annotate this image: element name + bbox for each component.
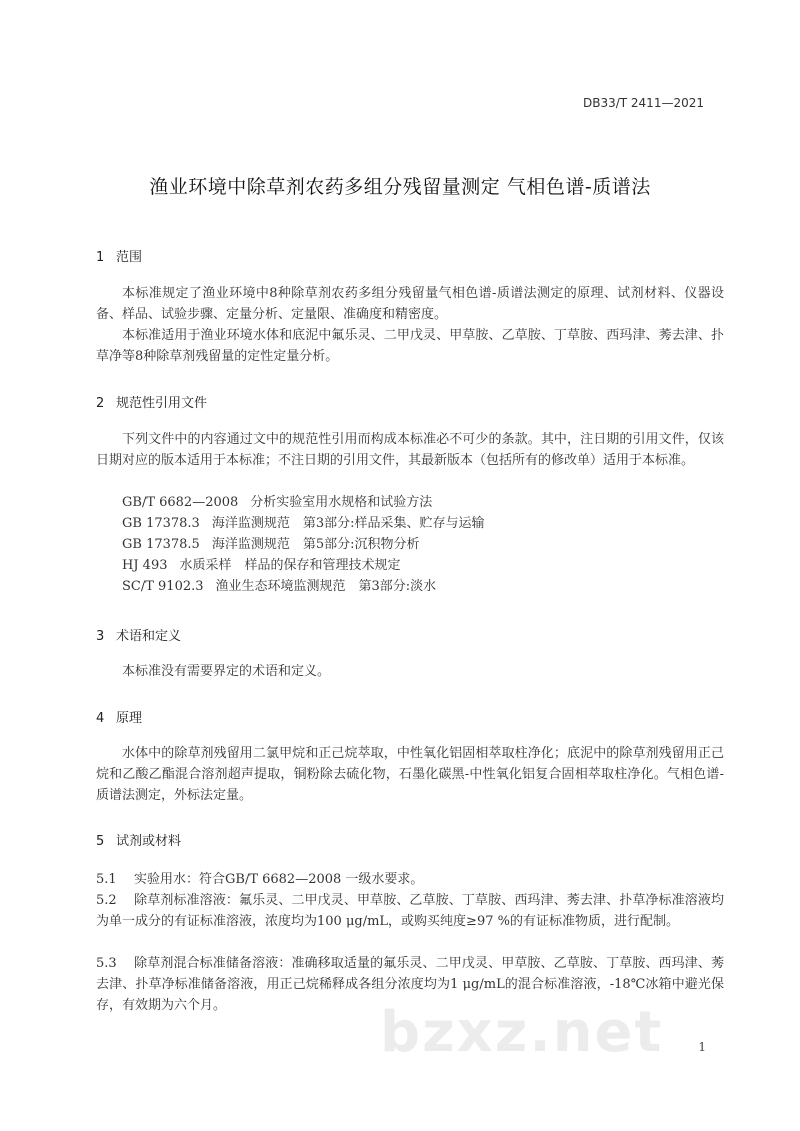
section-title: 术语和定义 [116,629,182,644]
section-number: 4 [96,711,105,726]
reference-code: GB 17378.5 [122,537,200,552]
section-number: 2 [96,396,105,411]
clause-item [96,890,724,932]
section-title: 原理 [116,711,143,726]
page-number: 1 [698,1040,706,1054]
reference-item [122,513,485,534]
section-2-paragraph-1: 下列文件中的内容通过文中的规范性引用而构成本标准必不可少的条款。其中，注日期的引用文件，仅该日期对应的版本适用于本标准；不注日期的引用文件，其最新版本（包括所有的修改单）适用于本标准。 [96,432,724,468]
section-title: 规范性引用文件 [116,396,208,411]
section-title: 试剂或材料 [116,834,182,849]
reference-code: SC/T 9102.3 [122,579,204,594]
section-title: 范围 [116,250,143,265]
section-number: 1 [96,250,105,265]
reference-name: 分析实验室用水规格和试验方法 [250,495,433,510]
reference-item [122,576,436,597]
reference-code: GB/T 6682—2008 [122,495,239,510]
section-number: 3 [96,629,105,644]
reference-name: 水质采样 样品的保存和管理技术规定 [179,558,401,573]
section-4-paragraph-1: 水体中的除草剂残留用二氯甲烷和正己烷萃取，中性氧化铝固相萃取柱净化；底泥中的除草剂残留用正己烷和乙酸乙酯混合溶剂超声提取，铜粉除去硫化物，石墨化碳黑-中性氧化铝复合固相萃取柱净化。气相色谱-质谱法测定，外标法定量。 [96,746,724,803]
section-1-heading [96,246,142,265]
reference-item [122,534,420,555]
standard-code: DB33/T 2411—2021 [582,96,704,110]
section-number: 5 [96,834,105,849]
clause-item [96,869,724,890]
clause-number: 5.1 [96,872,117,887]
reference-item [122,555,401,576]
reference-code: HJ 493 [122,558,168,573]
section-2-heading [96,392,207,411]
section-5-heading [96,830,181,849]
section-1-paragraph-2: 本标准适用于渔业环境水体和底泥中氟乐灵、二甲戊灵、甲草胺、乙草胺、丁草胺、西玛津、莠去津、扑草净等8种除草剂残留量的定性定量分析。 [96,328,724,364]
clause-text: 实验用水：符合GB/T 6682—2008 一级水要求。 [134,872,424,887]
clause-number: 5.3 [96,956,117,971]
reference-code: GB 17378.3 [122,516,200,531]
reference-name: 海洋监测规范 第3部分:样品采集、贮存与运输 [211,516,485,531]
clause-text: 除草剂标准溶液：氟乐灵、二甲戊灵、甲草胺、乙草胺、丁草胺、西玛津、莠去津、扑草净标准溶液均为单一成分的有证标准溶液，浓度均为100 μg/mL，或购买纯度≥97 %的有证标准物质，进行配制。 [96,893,724,929]
reference-name: 海洋监测规范 第5部分:沉积物分析 [211,537,420,552]
section-1-paragraph-1: 本标准规定了渔业环境中8种除草剂农药多组分残留量气相色谱-质谱法测定的原理、试剂材料、仪器设备、样品、试验步骤、定量分析、定量限、准确度和精密度。 [96,286,724,322]
section-3-paragraph-1: 本标准没有需要界定的术语和定义。 [122,664,331,679]
clause-number: 5.2 [96,893,117,908]
section-4-heading [96,707,142,726]
reference-item [122,492,432,513]
reference-name: 渔业生态环境监测规范 第3部分:淡水 [215,579,437,594]
watermark: bzxz.net [380,1000,664,1065]
section-3-heading [96,625,181,644]
document-title: 渔业环境中除草剂农药多组分残留量测定 气相色谱-质谱法 [149,176,651,198]
clause-text: 除草剂混合标准储备溶液：准确移取适量的氟乐灵、二甲戊灵、甲草胺、乙草胺、丁草胺、西玛津、莠去津、扑草净标准储备溶液，用正己烷稀释成各组分浓度均为1 μg/mL的混合标准溶液，-18℃冰箱中避光保存，有效期为六个月。 [96,956,724,1013]
